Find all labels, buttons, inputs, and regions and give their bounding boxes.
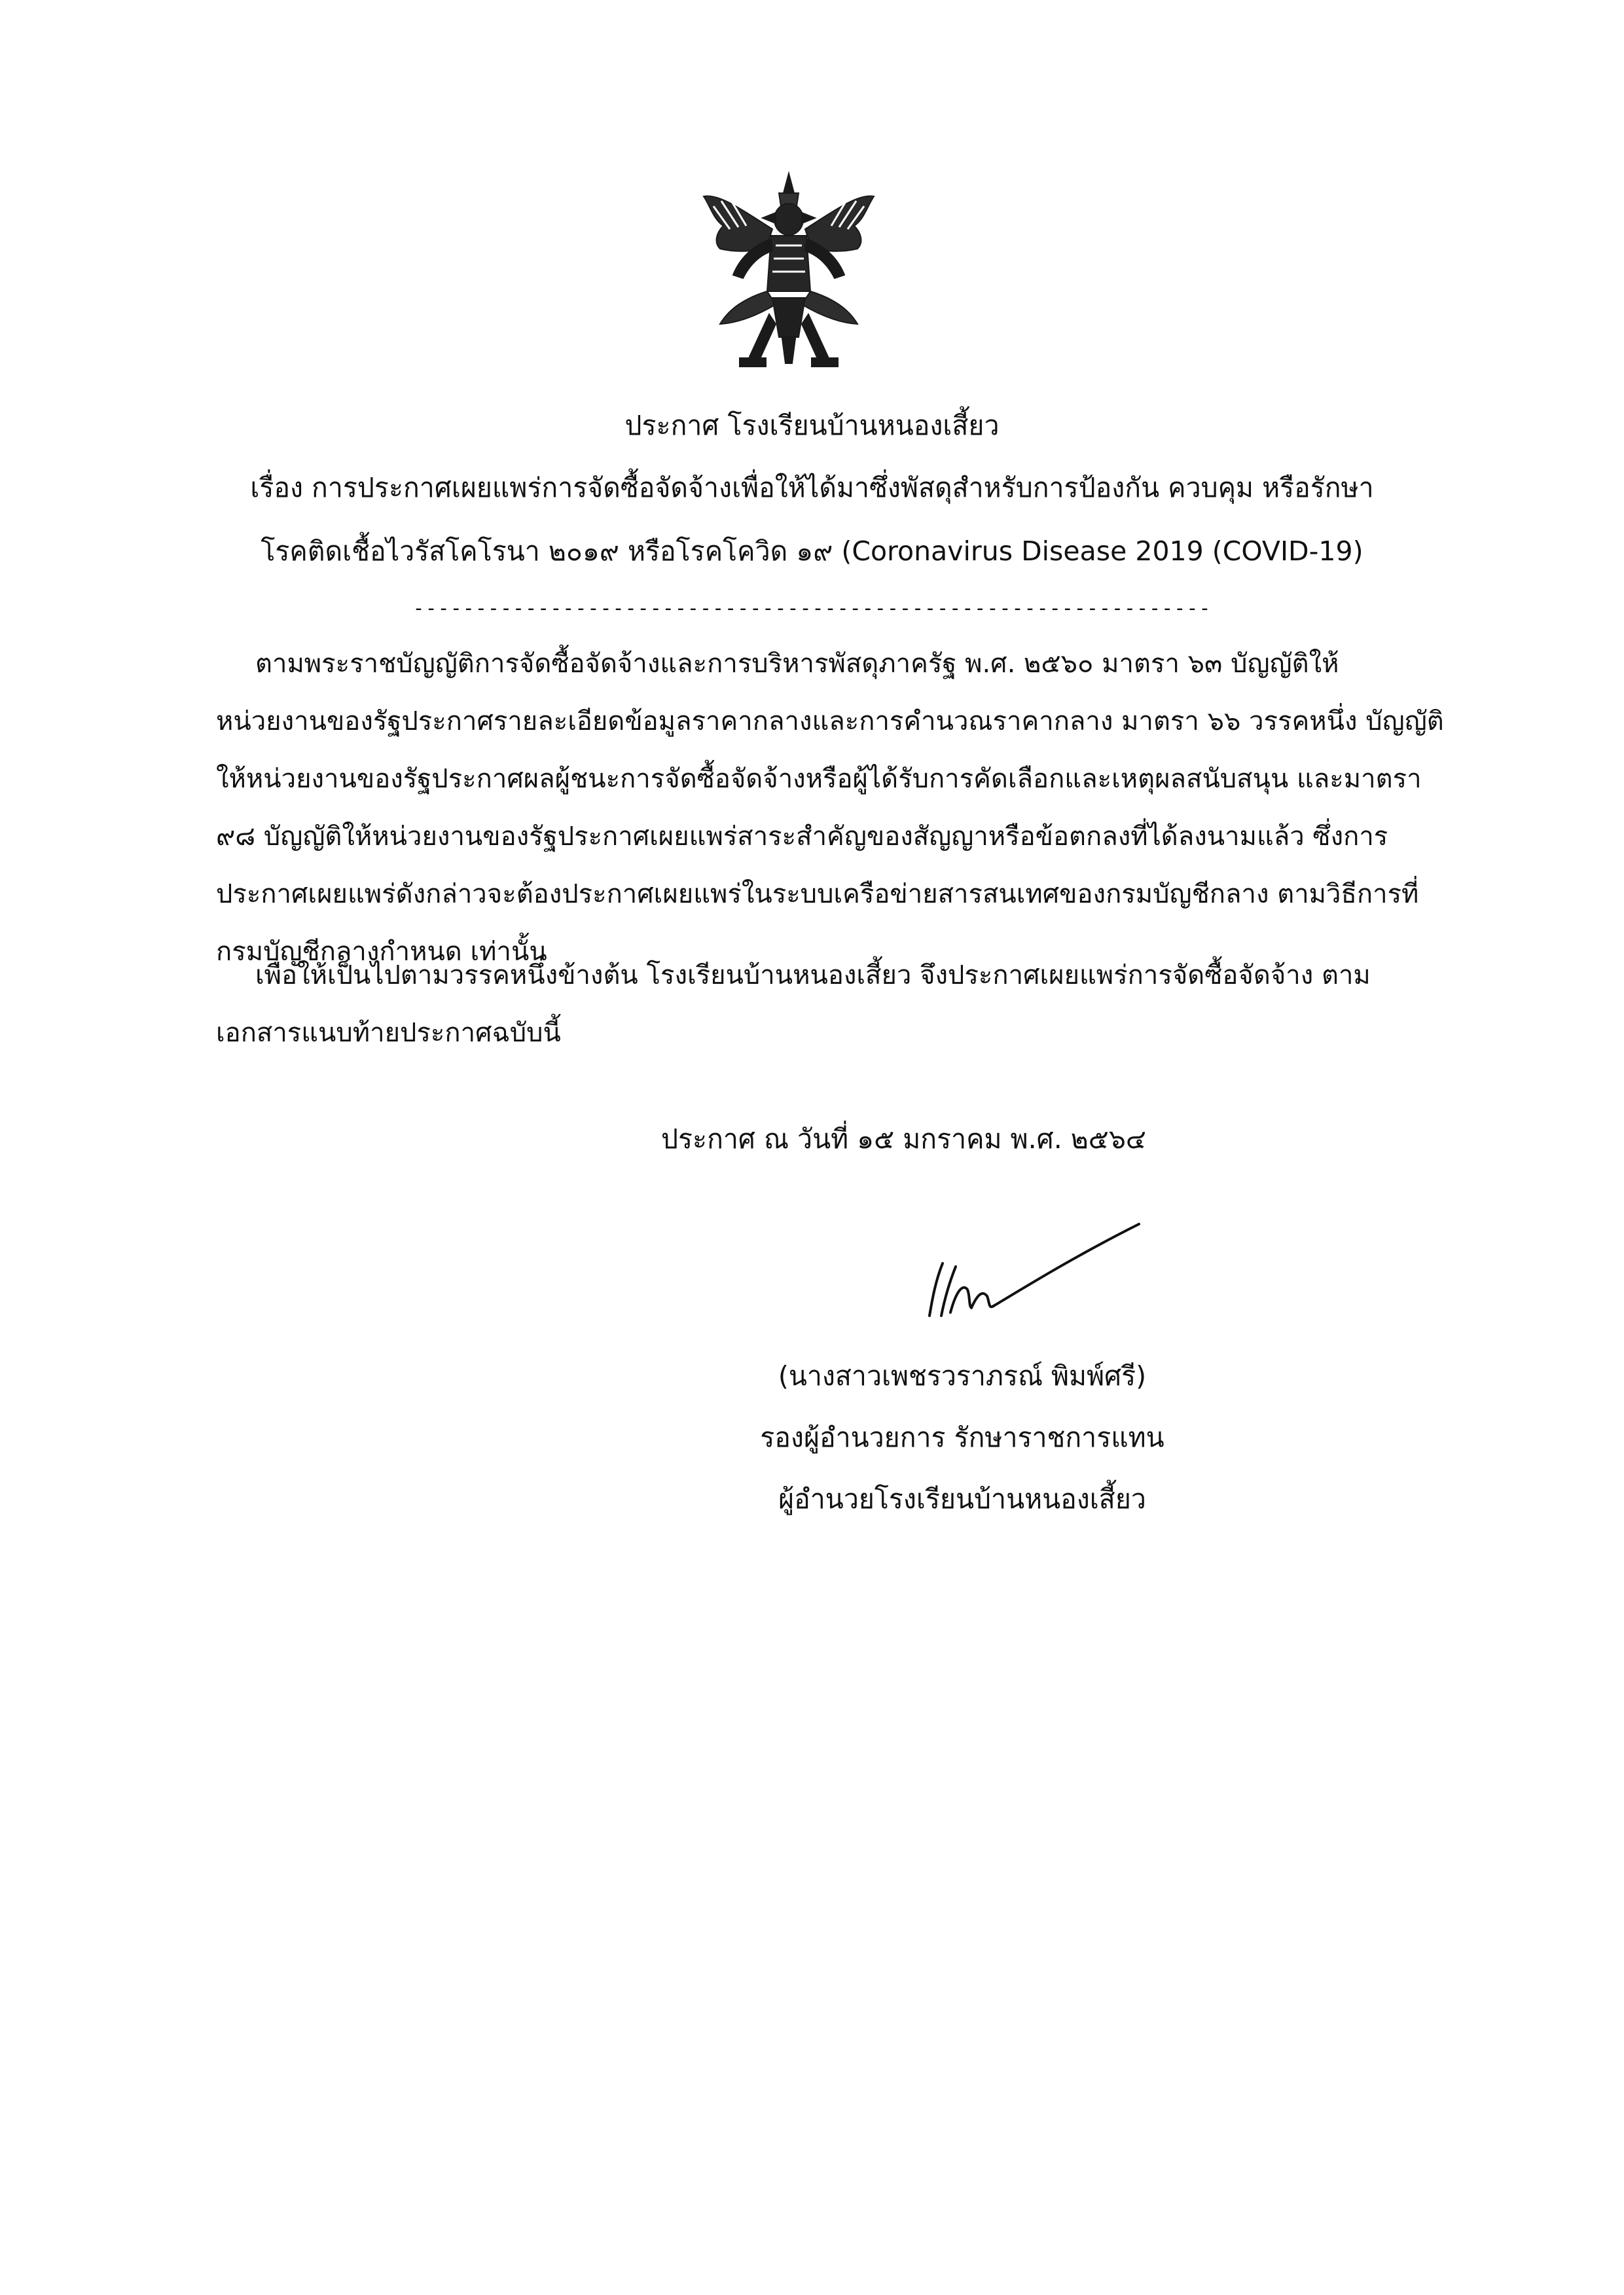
announcement-title: ประกาศ โรงเรียนบ้านหนองเสี้ยว [624, 410, 1000, 441]
paragraph-1-line: ประกาศเผยแพร่ดังกล่าวจะต้องประกาศเผยแพร่ในระบบเครือข่ายสารสนเทศของกรมบัญชีกลาง ตามวิธีการที่ [216, 879, 1419, 909]
subject-line-2: โรคติดเชื้อไวรัสโคโรนา ๒๐๑๙ หรือโรคโควิด ๑๙ (Coronavirus Disease 2019 (COVID-19) [261, 535, 1363, 567]
paragraph-1-line: หน่วยงานของรัฐประกาศรายละเอียดข้อมูลราคากลางและการคำนวณราคากลาง มาตรา ๖๖ วรรคหนึ่ง บัญญัติ [216, 706, 1444, 736]
paragraph-1-line: กรมบัญชีกลางกำหนด เท่านั้น [216, 937, 547, 967]
signer-position-2: ผู้อำนวยโรงเรียนบ้านหนองเสี้ยว [778, 1483, 1146, 1515]
announcement-date: ประกาศ ณ วันที่ ๑๕ มกราคม พ.ศ. ๒๕๖๔ [661, 1123, 1146, 1155]
signature-block [733, 1345, 1191, 1530]
paragraph-1-line: ให้หน่วยงานของรัฐประกาศผลผู้ชนะการจัดซื้อจัดจ้างหรือผู้ได้รับการคัดเลือกและเหตุผลสนับสนุน และมาตรา [216, 764, 1422, 794]
paragraph-2-line: เอกสารแนบท้ายประกาศฉบับนี้ [216, 1018, 561, 1048]
body-paragraph-2 [216, 947, 1420, 1062]
paragraph-1-line: ๙๘ บัญญัติให้หน่วยงานของรัฐประกาศเผยแพร่สาระสำคัญของสัญญาหรือข้อตกลงที่ได้ลงนามแล้ว ซึ่งการ [216, 822, 1388, 852]
subject-line-1: เรื่อง การประกาศเผยแพร่การจัดซื้อจัดจ้างเพื่อให้ได้มาซึ่งพัสดุสำหรับการป้องกัน ควบคุม หรือรักษา [250, 472, 1374, 503]
signer-position: รองผู้อำนวยการ รักษาราชการแทน [760, 1422, 1164, 1453]
divider-line: ---------------------------------------------------------------- [412, 597, 1212, 620]
paragraph-1-line: ตามพระราชบัญญัติการจัดซื้อจัดจ้างและการบริหารพัสดุภาครัฐ พ.ศ. ๒๕๖๐ มาตรา ๖๓ บัญญัติให้ [255, 649, 1339, 679]
paragraph-2-line: เพื่อให้เป็นไปตามวรรคหนึ่งข้างต้น โรงเรียนบ้านหนองเสี้ยว จึงประกาศเผยแพร่การจัดซื้อจัดจ้าง ตาม [255, 960, 1371, 990]
handwritten-signature [916, 1218, 1152, 1322]
signer-name: (นางสาวเพชรวราภรณ์ พิมพ์ศรี) [778, 1360, 1147, 1392]
body-paragraph-1 [216, 635, 1444, 981]
garuda-emblem-icon [694, 167, 884, 376]
